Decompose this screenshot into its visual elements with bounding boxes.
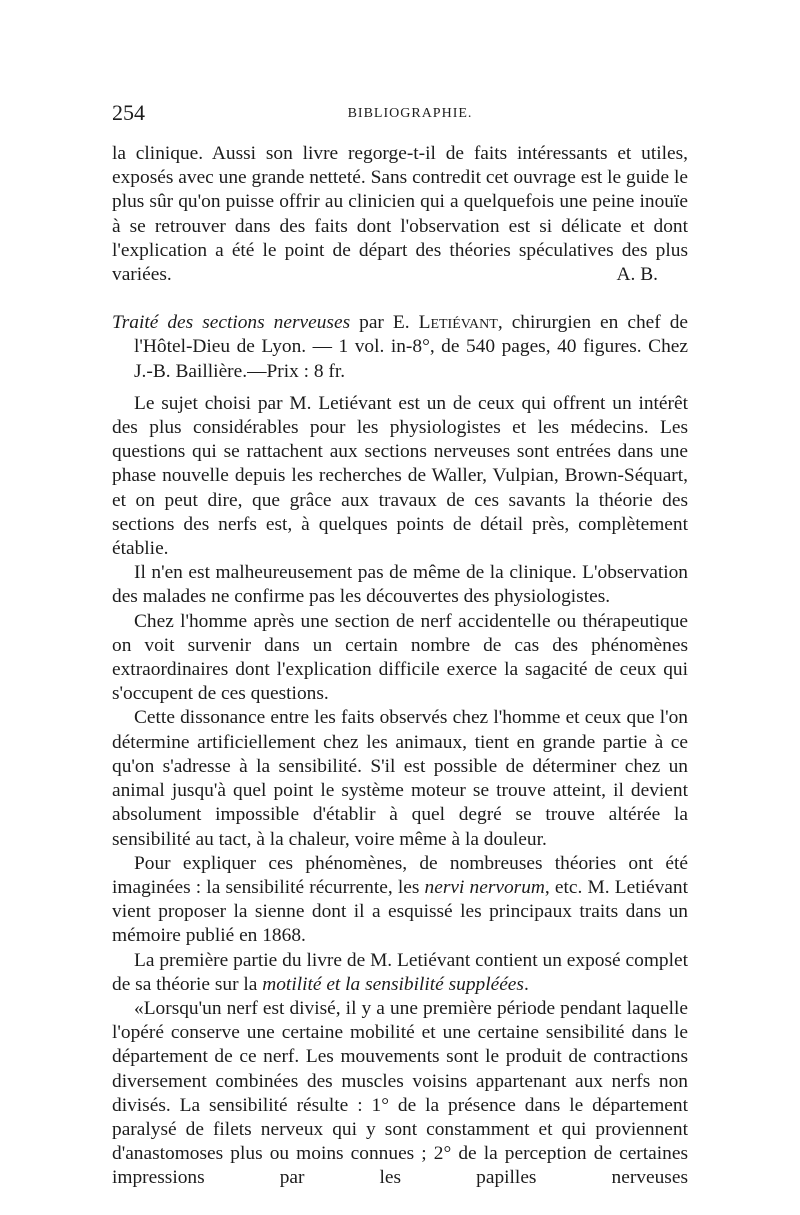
review-text-italic: motilité et la sensibilité suppléées: [262, 973, 524, 995]
review-paragraph: «Lorsqu'un nerf est divisé, il y a une première période pendant laquelle l'opéré conserve une certaine mobilité et une certaine sensibilité dans le département de ce nerf. Les mouvements sont le produit de contractions diversement combinées des muscles voisins appartenant aux nerfs non divisés. La sensibilité résulte : 1° de la présence dans le département paralysé de filets nerveux qui y sont constamment et qui proviennent d'anastomoses plus ou moins connues ; 2° de la perception de certaines impressions par les papilles nerveuses: [112, 997, 688, 1189]
page-body: [112, 142, 688, 1191]
book-by: par E.: [350, 312, 419, 334]
review-text: , etc. M. Letiévant vient proposer la sienne dont il a esquissé les principaux traits dans un mémoire publié en 1868.: [112, 876, 688, 947]
review-heading: [112, 311, 688, 384]
book-details: , chirurgien en chef de l'Hôtel-Dieu de Lyon. — 1 vol. in-8°, de 540 pages, 40 figures. Chez J.-B. Baillière.—Prix : 8 fr.: [134, 312, 689, 382]
page-header: [112, 100, 688, 130]
review-paragraph: Le sujet choisi par M. Letiévant est un de ceux qui offrent un intérêt des plus considérables pour les physiologistes et les médecins. Les questions qui se rattachent aux sections nerveuses sont entrées dans une phase nouvelle depuis les recherches de Waller, Vulpian, Brown-Séquart, et on peut dire, que grâce aux travaux de ces savants la théorie des sections des nerfs est, à quelques points de détail près, complètement établie.: [112, 392, 688, 560]
review-signature: A. B.: [616, 264, 658, 286]
review-paragraph: [112, 852, 688, 949]
book-author: Letiévant: [418, 312, 498, 334]
review-paragraph: Chez l'homme après une section de nerf accidentelle ou thérapeutique on voit survenir dans un certain nombre de cas des phénomènes extraordinaires dont l'explication difficile exerce la sagacité de ceux qui s'occupent de ces questions.: [112, 610, 688, 705]
review-text: .: [523, 973, 529, 995]
page-number: 254: [112, 100, 145, 125]
review-paragraph: Il n'en est malheureusement pas de même de la clinique. L'observation des malades ne confirme pas les découvertes des physiologistes.: [112, 562, 688, 608]
review-text: Pour expliquer ces phénomènes, de nombreuses théories ont été imaginées : la sensibilité récurrente, les: [112, 852, 688, 898]
review-paragraph: Cette dissonance entre les faits observés chez l'homme et ceux que l'on détermine artificiellement chez les animaux, tient en grande partie à ce qu'on s'adresse à la sensibilité. S'il est possible de déterminer chez un animal jusqu'à quel point le système moteur se trouve atteint, il devient absolument impossible d'établir à quel degré se trouve altérée la sensibilité au tact, à la chaleur, voire même à la douleur.: [112, 707, 688, 850]
review-text-italic: nervi nervorum: [424, 876, 545, 898]
review-paragraph: [112, 949, 688, 997]
running-title: BIBLIOGRAPHIE.: [347, 106, 473, 121]
previous-review-continuation: la clinique. Aussi son livre regorge-t-il de faits intéressants et utiles, exposés avec une grande netteté. Sans contredit cet ouvrage est le guide le plus sûr qu'on puisse offrir au clinicien qui a quelquefois une peine inouïe à se retrouver dans des faits dont l'observation est si délicate et dont l'explication a été le point de départ des théories spéculatives des plus variées.: [112, 143, 688, 286]
book-title: Traité des sections nerveuses: [112, 312, 351, 334]
review-text: La première partie du livre de M. Letiévant contient un exposé complet de sa théorie sur la: [112, 949, 688, 995]
